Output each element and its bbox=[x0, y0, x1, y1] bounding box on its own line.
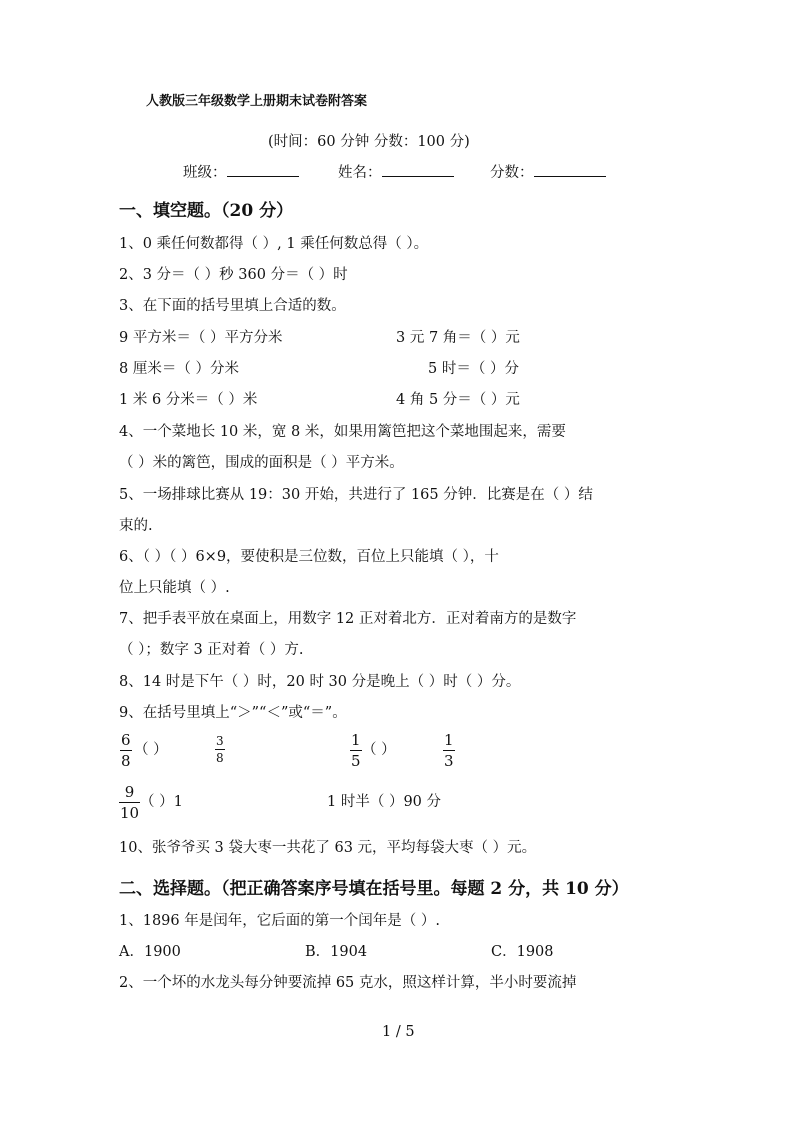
q5-line-2: 束的. bbox=[119, 518, 153, 534]
s2-q1-line: 1、1896 年是闰年，它后面的第一个闰年是（ ）. bbox=[119, 913, 440, 929]
class-field bbox=[183, 162, 299, 183]
q9-blank-3: （ ）1 bbox=[140, 794, 183, 810]
fraction-denominator: 3 bbox=[444, 752, 454, 770]
q4-line-1: 4、一个菜地长 10 米，宽 8 米，如果用篱笆把这个菜地围起来，需要 bbox=[119, 424, 566, 440]
q9-blank-1: （ ） bbox=[134, 742, 168, 758]
fraction-numerator: 1 bbox=[444, 731, 454, 749]
fraction-1-5 bbox=[350, 731, 362, 770]
q7-line-1: 7、把手表平放在桌面上，用数字 12 正对着北方．正对着南方的是数字 bbox=[119, 611, 577, 627]
name-field bbox=[338, 162, 454, 183]
q7-line-2: （ ）；数字 3 正对着（ ）方. bbox=[119, 642, 304, 658]
fraction-9-10 bbox=[119, 783, 140, 822]
q6-line-2: 位上只能填（ ）. bbox=[119, 580, 230, 596]
class-label: 班级： bbox=[183, 165, 227, 181]
section1-heading: 一、填空题。（20 分） bbox=[119, 201, 294, 221]
score-field bbox=[490, 162, 606, 183]
fraction-denominator: 5 bbox=[351, 752, 361, 770]
fraction-denominator: 8 bbox=[121, 752, 131, 770]
q6-line-1: 6、（ ）（ ）6×9，要使积是三位数，百位上只能填（ ），十 bbox=[119, 549, 499, 565]
q3-item-1: 9 平方米＝（ ）平方分米 bbox=[119, 330, 283, 346]
q3-item-6: 4 角 5 分＝（ ）元 bbox=[396, 392, 520, 408]
q3-item-5: 1 米 6 分米＝（ ）米 bbox=[119, 392, 258, 408]
q1-line: 1、0 乘任何数都得（ ）, 1 乘任何数总得（ ）。 bbox=[119, 236, 429, 252]
q3-item-4: 5 时＝（ ）分 bbox=[428, 361, 519, 377]
s2-q1-option-b: B．1904 bbox=[305, 944, 368, 960]
q9-blank-2: （ ） bbox=[362, 742, 396, 758]
fraction-numerator: 6 bbox=[121, 731, 131, 749]
q10-line: 10、张爷爷买 3 袋大枣一共花了 63 元，平均每袋大枣（ ）元。 bbox=[119, 840, 537, 856]
page-number: 1 / 5 bbox=[382, 1024, 415, 1040]
fraction-6-8 bbox=[120, 731, 132, 770]
fraction-numerator: 1 bbox=[351, 731, 361, 749]
q9-line: 9、在括号里填上“＞”“＜”或“＝”。 bbox=[119, 705, 347, 721]
name-blank bbox=[382, 162, 454, 177]
q4-line-2: （ ）米的篱笆，围成的面积是（ ）平方米。 bbox=[119, 455, 404, 471]
name-label: 姓名： bbox=[338, 165, 382, 181]
q5-line-1: 5、一场排球比赛从 19：30 开始，共进行了 165 分钟．比赛是在（ ）结 bbox=[119, 487, 593, 503]
q2-line: 2、3 分＝（ ）秒 360 分＝（ ）时 bbox=[119, 267, 348, 283]
section2-heading: 二、选择题。（把正确答案序号填在括号里。每题 2 分，共 10 分） bbox=[119, 879, 629, 899]
q9-item-4: 1 时半（ ）90 分 bbox=[327, 794, 442, 810]
fraction-1-3 bbox=[443, 731, 455, 770]
score-blank bbox=[534, 162, 606, 177]
q3-item-2: 3 元 7 角＝（ ）元 bbox=[396, 330, 520, 346]
fraction-numerator: 3 bbox=[216, 734, 224, 748]
fraction-denominator: 8 bbox=[216, 751, 224, 765]
s2-q2-line: 2、一个坏的水龙头每分钟要流掉 65 克水，照这样计算，半小时要流掉 bbox=[119, 975, 577, 991]
s2-q1-option-c: C．1908 bbox=[491, 944, 554, 960]
q3-item-3: 8 厘米＝（ ）分米 bbox=[119, 361, 239, 377]
s2-q1-option-a: A．1900 bbox=[119, 944, 181, 960]
fraction-denominator: 10 bbox=[120, 804, 140, 822]
q8-line: 8、14 时是下午（ ）时，20 时 30 分是晚上（ ）时（ ）分。 bbox=[119, 674, 521, 690]
class-blank bbox=[227, 162, 299, 177]
score-label: 分数： bbox=[490, 165, 534, 181]
fraction-3-8 bbox=[215, 734, 225, 765]
exam-subtitle: (时间：60 分钟 分数：100 分) bbox=[268, 134, 470, 150]
fraction-numerator: 9 bbox=[124, 783, 135, 801]
document-title: 人教版三年级数学上册期末试卷附答案 bbox=[146, 94, 368, 109]
q3-line: 3、在下面的括号里填上合适的数。 bbox=[119, 298, 346, 314]
